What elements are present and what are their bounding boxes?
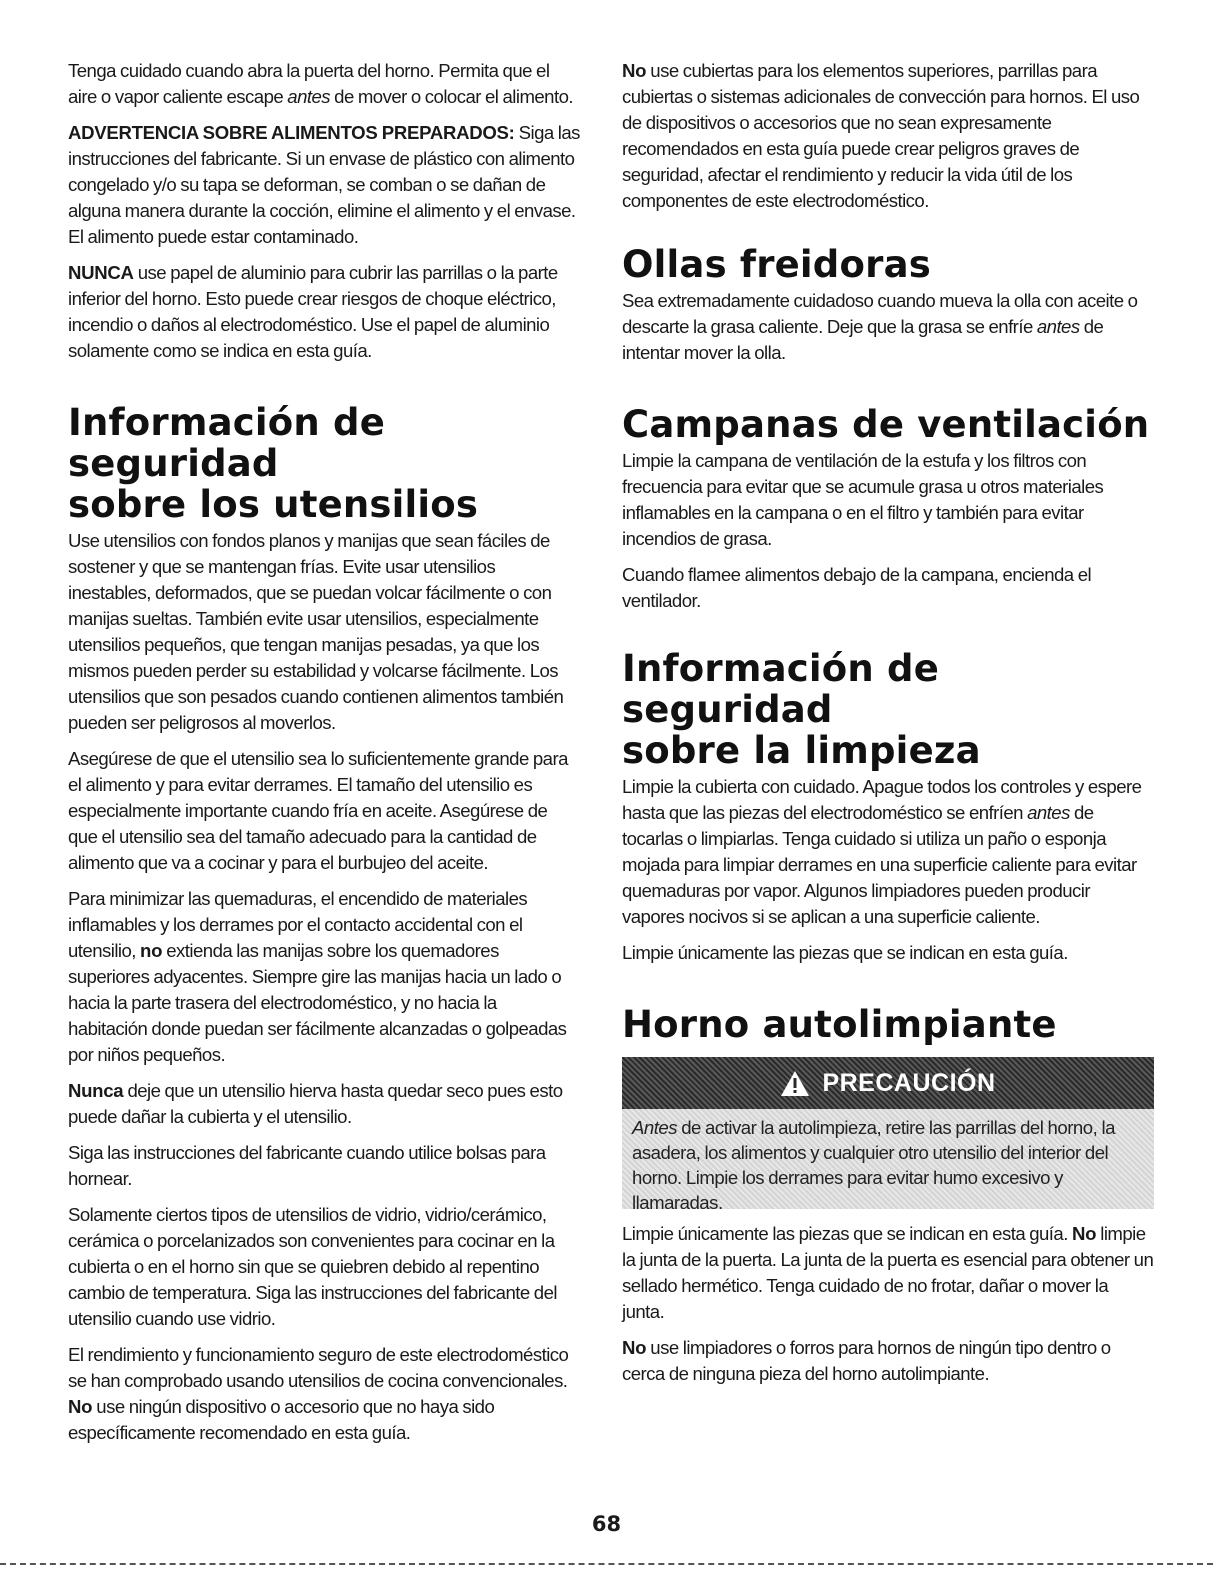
heading-utensil-safety: Información de seguridad sobre los utensilios (68, 401, 479, 526)
paragraph-boil-dry: Nunca deje que un utensilio hierva hasta quedar seco pues esto puede dañar la cubierta y el utensilio. (68, 1080, 563, 1127)
heading-cleaning-safety: Información de seguridad sobre la limpieza (622, 647, 981, 772)
paragraph-prepared-food-warning: ADVERTENCIA SOBRE ALIMENTOS PREPARADOS: Siga las instrucciones del fabricante. Si un envase de plástico con alimento congelado y/o su tapa se deforman, se comban o se dañan de alguna manera durante la cocción, elimine el alimento y el envase. El alimento puede estar contaminado. (68, 122, 580, 247)
heading-vent-hoods: Campanas de ventilación (622, 403, 1150, 446)
paragraph-conventional-utensils: El rendimiento y funcionamiento seguro de este electrodoméstico se han comprobado usando utensilios de cocina convencionales. No use ningún dispositivo o accesorio que no haya sido específicamente recomendado en esta guía. (68, 1344, 569, 1443)
bottom-rule (0, 1563, 1213, 1565)
paragraph-hood-filters: Limpie la campana de ventilación de la estufa y los filtros con frecuencia para evitar que se acumule grasa u otros materiales inflamables en la campana o en el filtro y también para evitar incendios de grasa. (622, 450, 1104, 549)
page-number: 68 (591, 1512, 622, 1536)
paragraph-oven-cleaners: No use limpiadores o forros para hornos de ningún tipo dentro o cerca de ninguna pieza del horno autolimpiante. (622, 1337, 1111, 1384)
paragraph-aluminum-foil: NUNCA use papel de aluminio para cubrir las parrillas o la parte inferior del horno. Esto puede crear riesgos de choque eléctrico, incendio o daños al electrodoméstico. Use el papel de aluminio solamente como se indica en esta guía. (68, 262, 558, 361)
paragraph-accessories: No use cubiertas para los elementos superiores, parrillas para cubiertas o sistemas adicionales de convección para hornos. El uso de dispositivos o accesorios que no sean expresamente recomendados en esta guía puede crear peligros graves de seguridad, afectar el rendimiento y reducir la vida útil de los componentes de este electrodoméstico. (622, 60, 1140, 211)
caution-header (622, 1057, 1154, 1109)
paragraph-fryer-oil: Sea extremadamente cuidadoso cuando mueva la olla con aceite o descarte la grasa caliente. Deje que la grasa se enfríe antes de intentar mover la olla. (622, 290, 1138, 363)
paragraph-hood-fan: Cuando flamee alimentos debajo de la campana, encienda el ventilador. (622, 564, 1092, 611)
heading-fryers: Ollas freidoras (622, 243, 931, 286)
caution-text: Antes de activar la autolimpieza, retire las parrillas del horno, la asadera, los alimentos y cualquier otro utensilio del interior del horno. Limpie los derrames para evitar humo excesivo y llamaradas. (632, 1117, 1115, 1213)
paragraph-oven-door: Tenga cuidado cuando abra la puerta del horno. Permita que el aire o vapor caliente escape antes de mover o colocar el alimento. (68, 60, 573, 107)
caution-box (622, 1057, 1154, 1213)
warning-triangle-icon (780, 1070, 810, 1097)
paragraph-oven-bags: Siga las instrucciones del fabricante cuando utilice bolsas para hornear. (68, 1142, 546, 1189)
caution-title: PRECAUCIÓN (822, 1068, 996, 1097)
paragraph-glass-utensils: Solamente ciertos tipos de utensilios de vidrio, vidrio/cerámico, cerámica o porcelanizados son convenientes para cocinar en la cubierta o en el horno sin que se quiebren debido al repentino cambio de temperatura. Siga las instrucciones del fabricante del utensilio cuando use vidrio. (68, 1204, 557, 1329)
left-column (68, 58, 580, 1456)
paragraph-utensil-handles: Use utensilios con fondos planos y manijas que sean fáciles de sostener y que se mantengan frías. Evite usar utensilios inestables, deformados, que se puedan volcar fácilmente o con manijas sueltas. También evite usar utensilios, especialmente utensilios pequeños, que tengan manijas pesadas, ya que los mismos pueden perder su estabilidad y volcarse fácilmente. Los utensilios que son pesados cuando contienen alimentos también pueden ser peligrosos al moverlos. (68, 530, 564, 733)
paragraph-utensil-size: Asegúrese de que el utensilio sea lo suficientemente grande para el alimento y para evitar derrames. El tamaño del utensilio es especialmente importante cuando fría en aceite. Asegúrese de que el utensilio sea del tamaño adecuado para la cantidad de alimento que va a cocinar y para el burbujeo del aceite. (68, 748, 568, 873)
paragraph-clean-listed-parts: Limpie únicamente las piezas que se indican en esta guía. (622, 942, 1068, 963)
heading-self-cleaning-oven: Horno autolimpiante (622, 1003, 1057, 1046)
right-column (622, 58, 1154, 1397)
paragraph-handle-position: Para minimizar las quemaduras, el encendido de materiales inflamables y los derrames por el contacto accidental con el utensilio, no extienda las manijas sobre los quemadores superiores adyacentes. Siempre gire las manijas hacia un lado o hacia la parte trasera del electrodoméstico, y no hacia la habitación donde puedan ser fácilmente alcanzadas o golpeadas por niños pequeños. (68, 888, 567, 1065)
paragraph-cooktop-cleaning: Limpie la cubierta con cuidado. Apague todos los controles y espere hasta que las piezas del electrodoméstico se enfríen antes de tocarlas o limpiarlas. Tenga cuidado si utiliza un paño o esponja mojada para limpiar derrames en una superficie caliente para evitar quemaduras por vapor. Algunos limpiadores pueden producir vapores nocivos si se aplican a una superficie caliente. (622, 776, 1142, 927)
paragraph-door-gasket: Limpie únicamente las piezas que se indican en esta guía. No limpie la junta de la puerta. La junta de la puerta es esencial para obtener un sellado hermético. Tenga cuidado de no frotar, dañar o mover la junta. (622, 1223, 1154, 1322)
